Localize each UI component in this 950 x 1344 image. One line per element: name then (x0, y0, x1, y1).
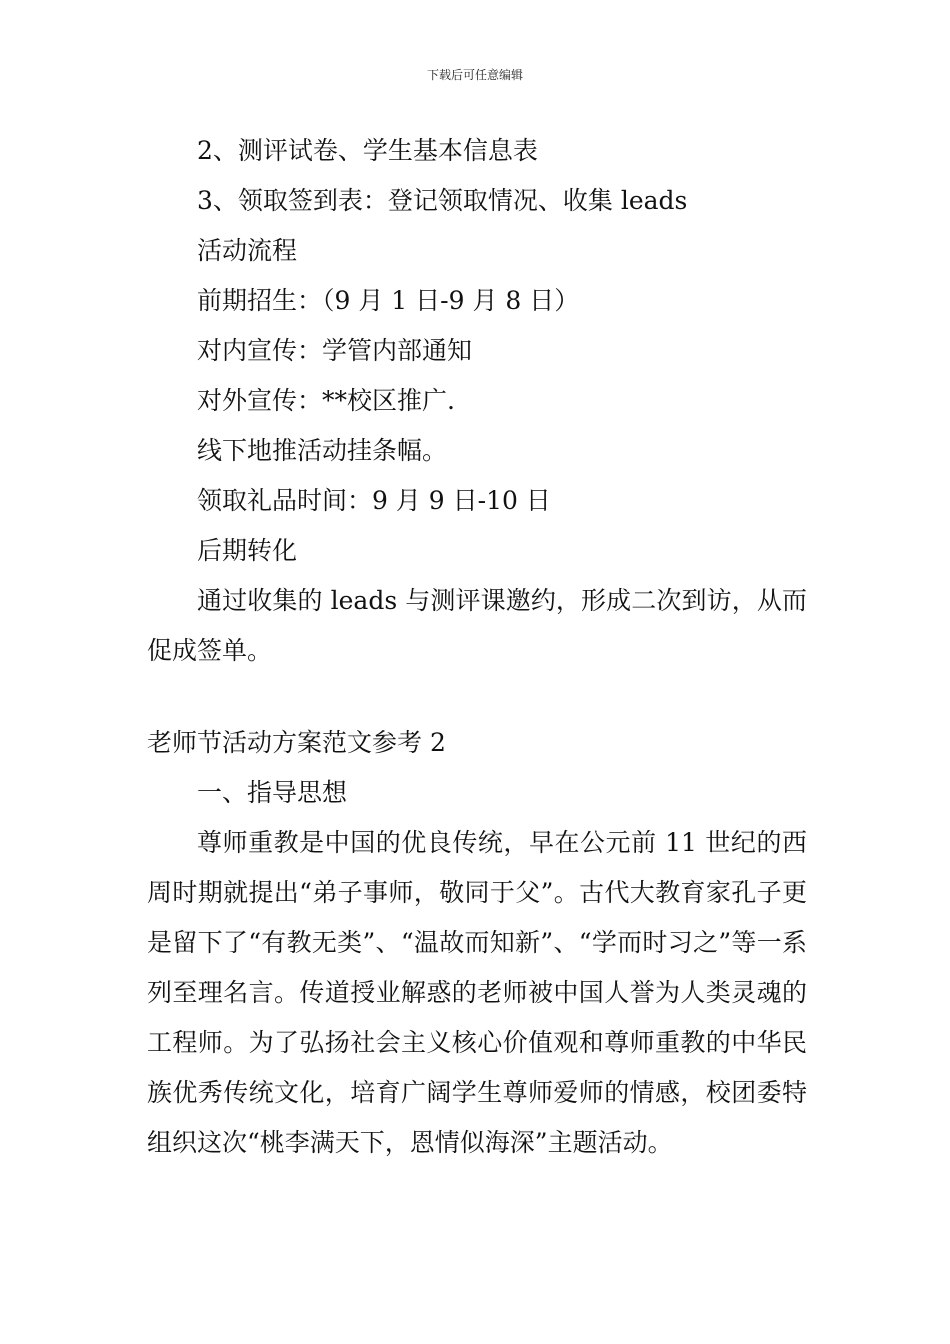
heading-activity-flow: 活动流程 (197, 236, 298, 265)
heading-later-conversion: 后期转化 (197, 536, 298, 565)
line-early-enrollment: 前期招生：（9 月 1 日-9 月 8 日） (197, 286, 580, 315)
line-internal-promotion: 对内宣传：学管内部通知 (197, 336, 473, 365)
subheading-guiding-thought: 一、指导思想 (197, 778, 348, 807)
line-offline-banner: 线下地推活动挂条幅。 (197, 436, 448, 465)
list-item-materials: 2、测评试卷、学生基本信息表 (197, 136, 538, 165)
paragraph-guiding-thought: 尊师重教是中国的优良传统，早在公元前 11 世纪的西周时期就提出“弟子事师，敬同于父”。古代大教育家孔子更是留下了“有教无类”、“温故而知新”、“学而时习之”等一系列至理名言。传道授业解惑的老师被中国人誉为人类灵魂的工程师。为了弘扬社会主义核心价值观和尊师重教的中华民族优秀传统文化，培育广阔学生尊师爱师的情感，校团委特组织这次“桃李满天下，恩情似海深”主题活动。 (147, 828, 807, 1157)
spacer (147, 676, 807, 718)
list-item-signin-sheet: 3、领取签到表：登记领取情况、收集 leads (197, 186, 688, 215)
section-title: 老师节活动方案范文参考 2 (147, 728, 446, 757)
line-external-promotion: 对外宣传：**校区推广. (197, 386, 455, 415)
page-header: 下载后可任意编辑 (426, 68, 523, 82)
paragraph-conversion: 通过收集的 leads 与测评课邀约，形成二次到访，从而促成签单。 (147, 586, 807, 665)
document-body (147, 126, 807, 1168)
line-gift-pickup-time: 领取礼品时间：9 月 9 日-10 日 (197, 486, 551, 515)
